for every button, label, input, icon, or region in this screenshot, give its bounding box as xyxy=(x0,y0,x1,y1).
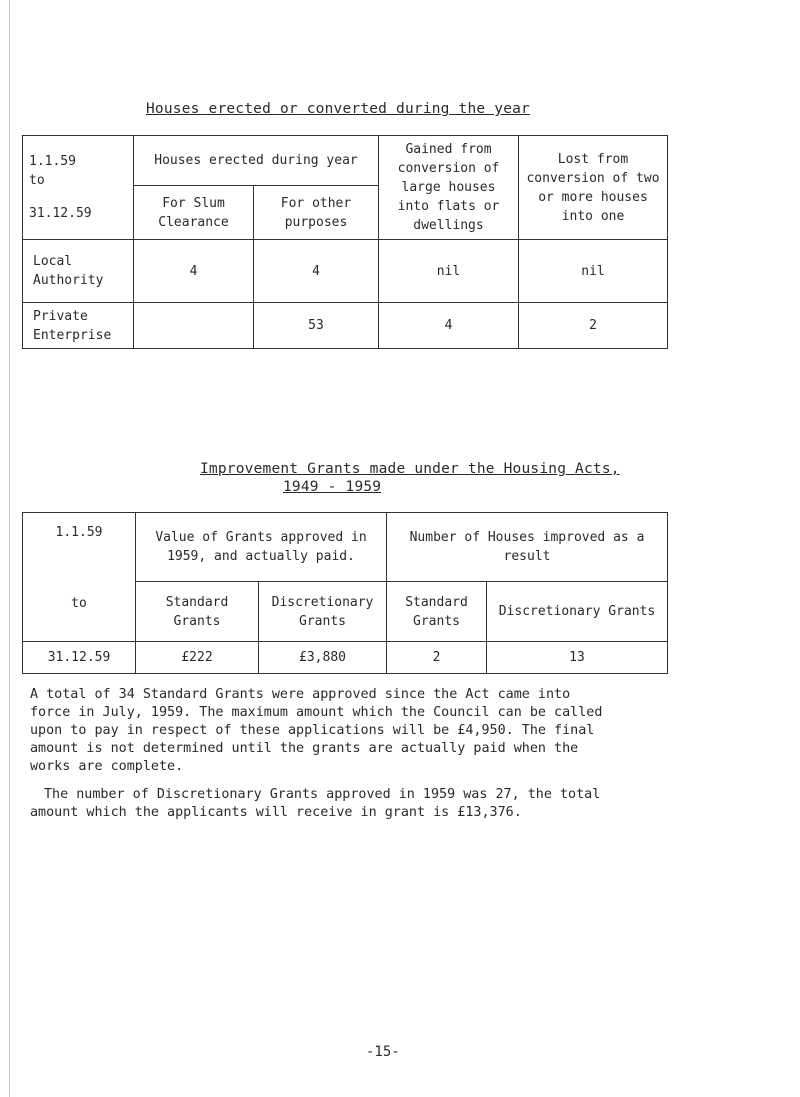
other-purposes-header: For other purposes xyxy=(254,186,379,240)
number-of-houses-header: Number of Houses improved as a result xyxy=(387,513,668,582)
cell-lost: 2 xyxy=(519,303,668,349)
improvement-grants-table xyxy=(22,512,668,674)
lost-header: Lost from conversion of two or more houses into one xyxy=(519,136,668,240)
row-label: Local Authority xyxy=(23,240,134,303)
page-margin-line xyxy=(9,0,10,1097)
cell-gained: nil xyxy=(379,240,519,303)
cell-lost: nil xyxy=(519,240,668,303)
paragraph-line: upon to pay in respect of these applications will be £4,950. The final xyxy=(30,723,595,738)
period-cell xyxy=(23,513,136,642)
paragraph-line: amount is not determined until the grants are actually paid when the xyxy=(30,741,579,756)
paragraph-line: A total of 34 Standard Grants were approved since the Act came into xyxy=(30,687,571,702)
row-label: Private Enterprise xyxy=(23,303,134,349)
cell-gained: 4 xyxy=(379,303,519,349)
houses-discretionary: 13 xyxy=(487,642,668,674)
period-end: 31.12.59 xyxy=(23,642,136,674)
cell-other: 53 xyxy=(254,303,379,349)
period-cell xyxy=(23,136,134,240)
standard-grants-header: Standard Grants xyxy=(136,582,259,642)
slum-clearance-header: For Slum Clearance xyxy=(134,186,254,240)
section1-title: Houses erected or converted during the year xyxy=(146,101,530,117)
discretionary-grants-header: Discretionary Grants xyxy=(259,582,387,642)
page-number: -15- xyxy=(366,1044,400,1060)
cell-other: 4 xyxy=(254,240,379,303)
gained-header: Gained from conversion of large houses into flats or dwellings xyxy=(379,136,519,240)
paragraph-discretionary-grants xyxy=(30,786,730,822)
cell-slum: 4 xyxy=(134,240,254,303)
paragraph-standard-grants xyxy=(30,686,730,776)
standard-grants-header: Standard Grants xyxy=(387,582,487,642)
section2-subtitle: 1949 - 1959 xyxy=(283,479,382,495)
erected-header: Houses erected during year xyxy=(134,136,379,186)
value-discretionary: £3,880 xyxy=(259,642,387,674)
paragraph-line: force in July, 1959. The maximum amount which the Council can be called xyxy=(30,705,603,720)
paragraph-line: works are complete. xyxy=(30,759,184,774)
houses-standard: 2 xyxy=(387,642,487,674)
period-to: to xyxy=(71,596,87,611)
value-of-grants-header: Value of Grants approved in 1959, and actually paid. xyxy=(136,513,387,582)
paragraph-line: amount which the applicants will receive in grant is £13,376. xyxy=(30,805,522,820)
discretionary-grants-header: Discretionary Grants xyxy=(487,582,668,642)
section2-title: Improvement Grants made under the Housing Acts, xyxy=(200,461,620,477)
value-standard: £222 xyxy=(136,642,259,674)
period-start: 1.1.59 xyxy=(55,525,103,540)
cell-slum xyxy=(134,303,254,349)
period-end: 31.12.59 xyxy=(29,206,92,221)
paragraph-line: The number of Discretionary Grants approved in 1959 was 27, the total xyxy=(44,787,601,802)
houses-erected-table xyxy=(22,135,668,349)
period-start: 1.1.59 xyxy=(29,154,76,169)
period-to: to xyxy=(29,173,45,188)
